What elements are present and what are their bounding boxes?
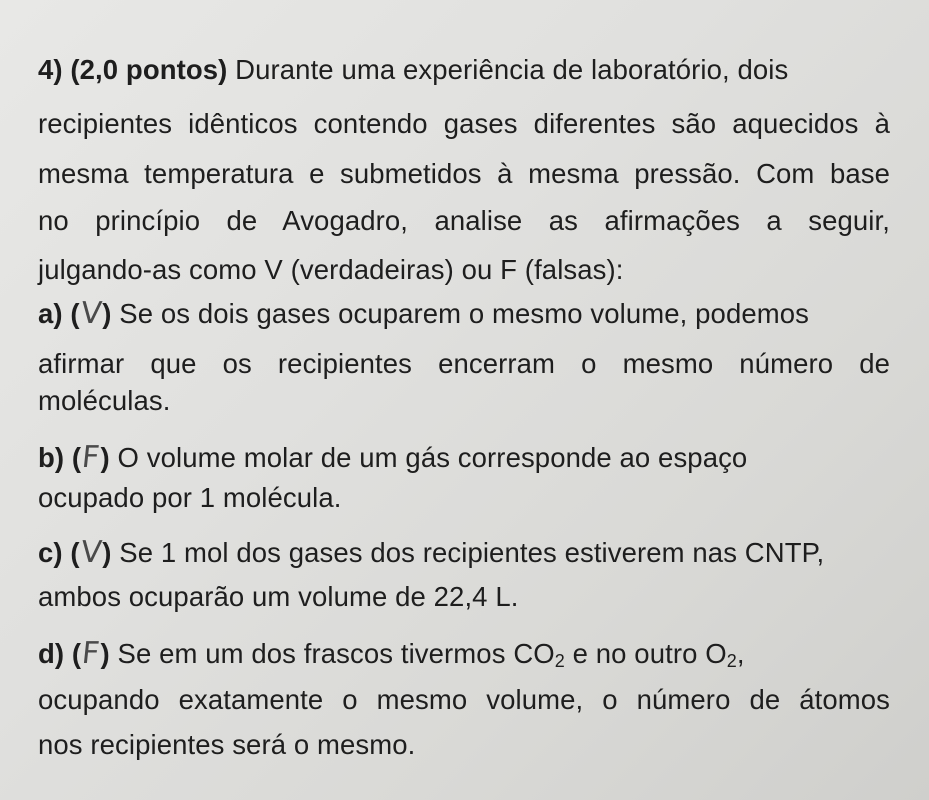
item-a-line-1 [38, 296, 890, 332]
item-a-text-1: Se os dois gases ocuparem o mesmo volume, podemos [119, 298, 809, 329]
o2-formula [705, 638, 737, 669]
item-d-line-1 [38, 636, 890, 679]
item-a-line-3: moléculas. [38, 385, 171, 416]
item-c-answer: V [78, 535, 104, 570]
item-c-close: ) [102, 537, 112, 568]
o2-subscript: 2 [726, 651, 737, 671]
item-b-label: b) ( [38, 442, 82, 473]
intro-line-5: julgando-as como V (verdadeiras) ou F (falsas): [38, 254, 624, 285]
item-a-line-2: afirmar que os recipientes encerram o mesmo número de [38, 348, 890, 379]
intro-line-4: no princípio de Avogadro, analise as afirmações a seguir, [38, 205, 890, 236]
o2-base: O [705, 638, 727, 669]
item-d-line-3: nos recipientes será o mesmo. [38, 729, 416, 760]
item-b-answer: F [80, 440, 102, 475]
item-d-answer: F [80, 636, 102, 671]
intro-line-1: Durante uma experiência de laboratório, dois [235, 54, 789, 85]
item-d-text-end: , [736, 638, 745, 669]
intro-line-2: recipientes idênticos contendo gases diferentes são aquecidos à [38, 108, 890, 139]
item-d-text-pre: Se em um dos frascos tivermos [117, 638, 506, 669]
item-c-text-1: Se 1 mol dos gases dos recipientes estiverem nas CNTP, [119, 537, 825, 568]
co2-subscript: 2 [554, 651, 565, 671]
question-number: 4) (2,0 pontos) [38, 54, 228, 85]
item-d-line-2: ocupando exatamente o mesmo volume, o número de átomos [38, 684, 890, 715]
item-c-line-2: ambos ocuparão um volume de 22,4 L. [38, 581, 519, 612]
intro-line-3: mesma temperatura e submetidos à mesma pressão. Com base [38, 158, 890, 189]
item-c-line-1 [38, 535, 890, 571]
item-a-answer: V [78, 296, 104, 331]
item-a-close: ) [102, 298, 112, 329]
question-header-line [38, 52, 890, 88]
item-d-label: d) ( [38, 638, 82, 669]
item-b-text-1: O volume molar de um gás corresponde ao espaço [117, 442, 748, 473]
co2-formula [513, 638, 565, 669]
item-a-label: a) ( [38, 298, 80, 329]
item-b-line-1 [38, 440, 890, 476]
item-d-close: ) [100, 638, 110, 669]
item-d-text-mid: e no outro [572, 638, 698, 669]
co2-base: CO [513, 638, 555, 669]
item-b-close: ) [100, 442, 110, 473]
item-b-line-2: ocupado por 1 molécula. [38, 482, 342, 513]
item-c-label: c) ( [38, 537, 80, 568]
